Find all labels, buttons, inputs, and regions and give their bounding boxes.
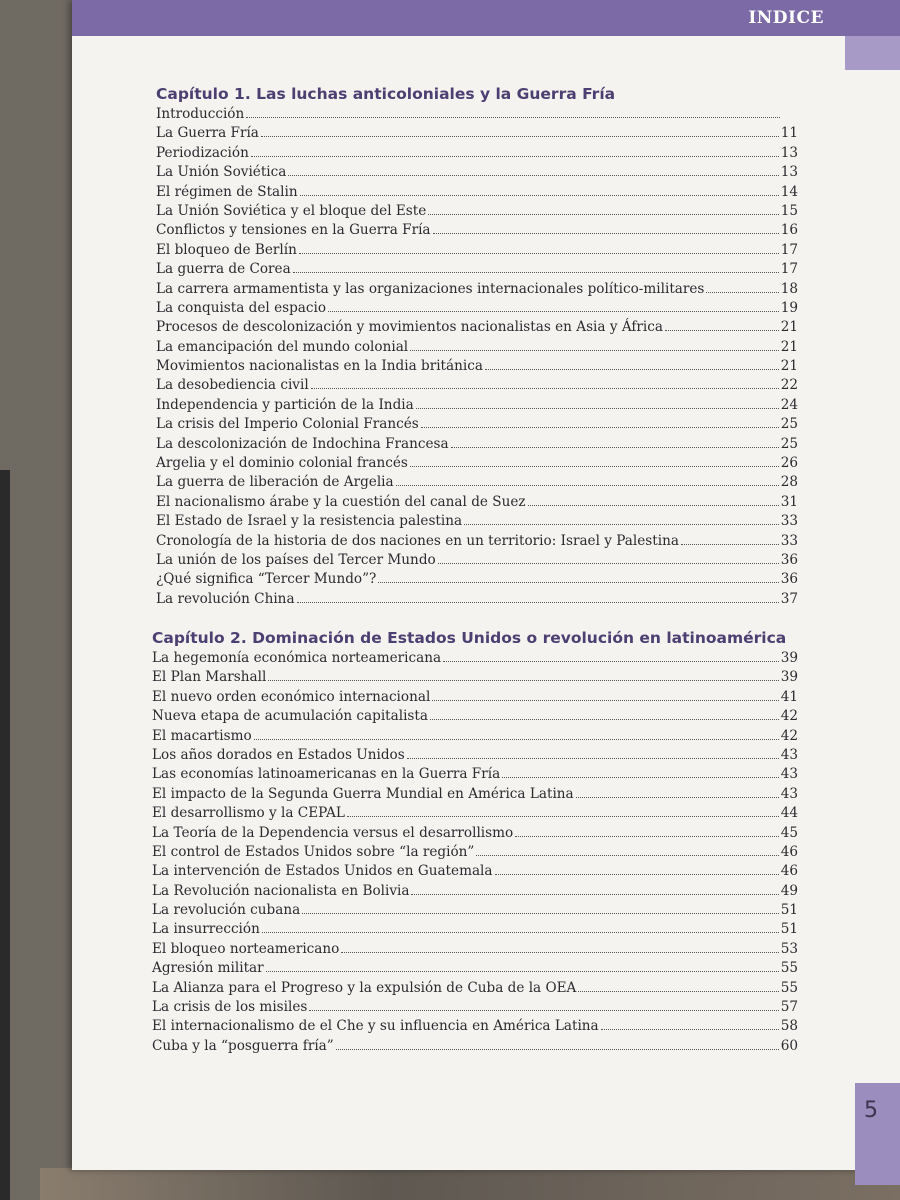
toc-entry <box>150 163 798 182</box>
toc-entry-title: El bloqueo norteamericano <box>152 940 340 957</box>
dot-leader <box>300 195 779 196</box>
toc-entry-page: 51 <box>780 902 798 919</box>
dot-leader <box>261 136 779 137</box>
toc-entry-title: Conflictos y tensiones en la Guerra Fría <box>156 222 431 239</box>
dot-leader <box>464 524 779 525</box>
toc-entry-page: 36 <box>780 551 798 568</box>
toc-entry <box>150 979 798 998</box>
toc-entry-title: Introducción <box>156 106 245 122</box>
dot-leader <box>336 1049 779 1050</box>
toc-entry-title: La unión de los países del Tercer Mundo <box>156 551 436 568</box>
toc-entry-title: El impacto de la Segunda Guerra Mundial en América Latina <box>152 785 574 802</box>
index-heading: INDICE <box>748 8 824 28</box>
toc-entry-page: 17 <box>780 261 798 278</box>
dot-leader <box>254 739 779 740</box>
dot-leader <box>421 427 779 428</box>
toc-entry <box>150 280 798 299</box>
toc-entry <box>150 765 798 784</box>
toc-entry <box>150 415 798 434</box>
dot-leader <box>407 758 779 759</box>
toc-entry-page: 57 <box>780 999 798 1016</box>
dot-leader <box>451 447 779 448</box>
toc-entry-title: El Estado de Israel y la resistencia palestina <box>156 513 463 530</box>
toc-entry <box>150 454 798 473</box>
dot-leader <box>578 991 778 992</box>
toc-entry <box>150 396 798 415</box>
toc-entry-title: La conquista del espacio <box>156 299 327 316</box>
toc-entry <box>150 843 798 862</box>
toc-entry <box>150 551 798 570</box>
toc-entry-page: 46 <box>780 843 798 860</box>
dot-leader <box>576 797 779 798</box>
toc-entry-page: 21 <box>780 319 798 336</box>
toc-entry <box>150 824 798 843</box>
toc-entry-page: 28 <box>780 474 798 491</box>
toc-entry <box>150 746 798 765</box>
toc-entry-page: 39 <box>780 669 798 686</box>
toc-entry-title: Independencia y partición de la India <box>156 396 414 413</box>
toc-entry <box>150 144 798 163</box>
dot-leader <box>396 485 779 486</box>
toc-entry-page: 39 <box>780 650 798 666</box>
toc-entry-page: 36 <box>780 571 798 588</box>
toc-entry <box>150 105 798 124</box>
toc-entry <box>150 512 798 531</box>
toc-entry-page: 53 <box>780 940 798 957</box>
toc-entry-page: 37 <box>780 590 798 607</box>
toc-entry-page: 33 <box>780 513 798 530</box>
toc-entry-title: La revolución China <box>156 590 295 607</box>
toc-entry-title: Cronología de la historia de dos naciones en un territorio: Israel y Palestina <box>156 532 679 549</box>
dot-leader <box>347 816 779 817</box>
dot-leader <box>430 719 779 720</box>
toc-entry-title: Argelia y el dominio colonial francés <box>156 455 408 472</box>
toc-entry-page: 60 <box>780 1037 798 1054</box>
toc-entry <box>150 901 798 920</box>
toc-entry <box>150 785 798 804</box>
dot-leader <box>268 680 778 681</box>
toc-entry-page: 15 <box>780 202 798 219</box>
toc-entry-page: 31 <box>780 493 798 510</box>
dot-leader <box>416 408 779 409</box>
chapter-2-section <box>150 628 798 1056</box>
toc-entry <box>150 318 798 337</box>
dot-leader <box>299 253 779 254</box>
page-number: 5 <box>864 1098 878 1123</box>
toc-entry-title: La crisis de los misiles <box>152 999 308 1016</box>
dot-leader <box>293 272 779 273</box>
toc-entry-title: La insurrección <box>152 921 260 938</box>
toc-entry-page: 26 <box>780 455 798 472</box>
dot-leader <box>297 602 779 603</box>
toc-entry-title: El internacionalismo de el Che y su influencia en América Latina <box>152 1018 599 1035</box>
header-tab <box>845 36 900 70</box>
toc-entry-title: La desobediencia civil <box>156 377 309 394</box>
toc-entry-title: El régimen de Stalin <box>156 183 298 200</box>
dot-leader <box>432 700 778 701</box>
toc-entry-title: La Revolución nacionalista en Bolivia <box>152 882 410 899</box>
dot-leader <box>428 214 778 215</box>
toc-entry-title: El control de Estados Unidos sobre “la región” <box>152 843 475 860</box>
toc-entry-title: La emancipación del mundo colonial <box>156 338 409 355</box>
toc-entry-page: 41 <box>780 688 798 705</box>
dot-leader <box>410 350 779 351</box>
toc-entry-page: 13 <box>780 164 798 181</box>
toc-entry-page: 58 <box>780 1018 798 1035</box>
toc-entry <box>150 532 798 551</box>
toc-entry-page: 44 <box>780 805 798 822</box>
dot-leader <box>495 874 779 875</box>
dot-leader <box>378 582 778 583</box>
chapter-title: Capítulo 2. Dominación de Estados Unidos o revolución en latinoamérica <box>152 629 787 647</box>
toc-entry <box>150 649 798 668</box>
toc-entry-page: 22 <box>780 377 798 394</box>
toc-entry-page: 16 <box>780 222 798 239</box>
toc-entry <box>150 435 798 454</box>
toc-entry-page: 43 <box>780 785 798 802</box>
chapter-entries <box>150 649 798 1056</box>
dot-leader <box>528 505 779 506</box>
dot-leader <box>410 466 779 467</box>
dot-leader <box>502 777 779 778</box>
toc-entry-title: La hegemonía económica norteamericana <box>152 650 442 666</box>
toc-entry <box>150 221 798 240</box>
toc-entry <box>150 920 798 939</box>
toc-entry <box>150 727 798 746</box>
toc-entry-title: El bloqueo de Berlín <box>156 241 297 258</box>
toc-entry-title: Movimientos nacionalistas en la India británica <box>156 358 483 375</box>
toc-entry <box>150 260 798 279</box>
toc-entry-title: La Unión Soviética <box>156 164 287 181</box>
toc-entry-page: 43 <box>780 746 798 763</box>
toc-entry-title: El Plan Marshall <box>152 669 267 686</box>
background-edge <box>0 470 10 1200</box>
dot-leader <box>251 156 779 157</box>
dot-leader <box>515 836 778 837</box>
toc-entry-title: El macartismo <box>152 727 252 744</box>
toc-entry-page: 14 <box>780 183 798 200</box>
toc-entry-page: 13 <box>780 144 798 161</box>
toc-entry-title: Las economías latinoamericanas en la Guerra Fría <box>152 766 501 783</box>
toc-entry <box>150 1017 798 1036</box>
toc-entry-title: La crisis del Imperio Colonial Francés <box>156 416 419 433</box>
dot-leader <box>262 932 779 933</box>
toc-entry <box>150 940 798 959</box>
toc-entry-title: La Teoría de la Dependencia versus el desarrollismo <box>152 824 514 841</box>
dot-leader <box>443 661 779 662</box>
dot-leader <box>411 894 778 895</box>
toc-entry-page: 19 <box>780 299 798 316</box>
dot-leader <box>706 292 778 293</box>
toc-entry <box>150 882 798 901</box>
toc-entry <box>150 493 798 512</box>
toc-entry-page: 18 <box>780 280 798 297</box>
toc-entry-title: La guerra de liberación de Argelia <box>156 474 394 491</box>
toc-entry <box>150 124 798 143</box>
toc-entry <box>150 241 798 260</box>
toc-entry <box>150 688 798 707</box>
dot-leader <box>266 971 779 972</box>
chapter-entries <box>150 105 798 609</box>
toc-entry-title: El nuevo orden económico internacional <box>152 688 431 705</box>
toc-entry-page: 46 <box>780 863 798 880</box>
toc-entry-title: La Unión Soviética y el bloque del Este <box>156 202 427 219</box>
toc-entry-page: 42 <box>780 708 798 725</box>
toc-entry-title: La Guerra Fría <box>156 125 259 142</box>
dot-leader <box>665 330 779 331</box>
toc-entry <box>150 299 798 318</box>
toc-entry <box>150 202 798 221</box>
chapter-title: Capítulo 1. Las luchas anticoloniales y la Guerra Fría <box>156 85 616 103</box>
dot-leader <box>328 311 779 312</box>
toc-entry-title: ¿Qué significa “Tercer Mundo”? <box>156 571 377 588</box>
toc-entry <box>150 376 798 395</box>
dot-leader <box>302 913 778 914</box>
toc-entry-page: 55 <box>780 979 798 996</box>
toc-entry <box>150 959 798 978</box>
dot-leader <box>309 1010 778 1011</box>
toc-entry <box>150 1037 798 1056</box>
toc-entry <box>150 473 798 492</box>
toc-entry-page: 45 <box>780 824 798 841</box>
dot-leader <box>433 233 779 234</box>
dot-leader <box>246 117 780 118</box>
toc-entry <box>150 998 798 1017</box>
dot-leader <box>341 952 778 953</box>
header-band <box>72 0 900 36</box>
toc-entry-page: 43 <box>780 766 798 783</box>
toc-entry-page: 25 <box>780 435 798 452</box>
toc-entry-title: La carrera armamentista y las organizaciones internacionales político-militares <box>156 280 705 297</box>
toc-entry <box>150 804 798 823</box>
chapter-1-section <box>150 84 798 609</box>
toc-entry-page: 11 <box>780 125 798 142</box>
toc-entry <box>150 357 798 376</box>
toc-entry-title: Los años dorados en Estados Unidos <box>152 746 405 763</box>
toc-entry-title: La Alianza para el Progreso y la expulsión de Cuba de la OEA <box>152 979 577 996</box>
dot-leader <box>311 388 779 389</box>
toc-entry <box>150 668 798 687</box>
toc-entry-title: La intervención de Estados Unidos en Guatemala <box>152 863 493 880</box>
toc-entry-page: 49 <box>780 882 798 899</box>
toc-entry-page: 51 <box>780 921 798 938</box>
toc-entry-page: 33 <box>780 532 798 549</box>
desk-surface <box>40 1168 900 1200</box>
toc-entry <box>150 707 798 726</box>
dot-leader <box>601 1029 779 1030</box>
toc-entry-page: 25 <box>780 416 798 433</box>
toc-entry <box>150 570 798 589</box>
toc-entry-title: Procesos de descolonización y movimientos nacionalistas en Asia y África <box>156 319 663 336</box>
toc-entry-title: La descolonización de Indochina Francesa <box>156 435 449 452</box>
toc-entry-title: La guerra de Corea <box>156 261 291 278</box>
dot-leader <box>681 544 779 545</box>
dot-leader <box>438 563 779 564</box>
toc-entry-title: Nueva etapa de acumulación capitalista <box>152 708 428 725</box>
toc-entry-title: El desarrollismo y la CEPAL <box>152 805 345 822</box>
toc-entry-page: 55 <box>780 960 798 977</box>
toc-entry-page: 24 <box>780 396 798 413</box>
toc-entry-title: El nacionalismo árabe y la cuestión del canal de Suez <box>156 493 526 510</box>
toc-entry <box>150 338 798 357</box>
toc-entry-title: La revolución cubana <box>152 902 301 919</box>
toc-entry-page: 21 <box>780 338 798 355</box>
toc-entry-title: Cuba y la “posguerra fría” <box>152 1037 334 1054</box>
toc-entry-page: 42 <box>780 727 798 744</box>
toc-entry-title: Agresión militar <box>152 960 264 977</box>
dot-leader <box>288 175 778 176</box>
toc-entry <box>150 183 798 202</box>
toc-entry-title: Periodización <box>156 144 249 161</box>
dot-leader <box>485 369 779 370</box>
dot-leader <box>476 855 778 856</box>
toc-entry <box>150 862 798 881</box>
toc-entry-page: 17 <box>780 241 798 258</box>
toc-entry <box>150 590 798 609</box>
toc-entry-page: 21 <box>780 358 798 375</box>
